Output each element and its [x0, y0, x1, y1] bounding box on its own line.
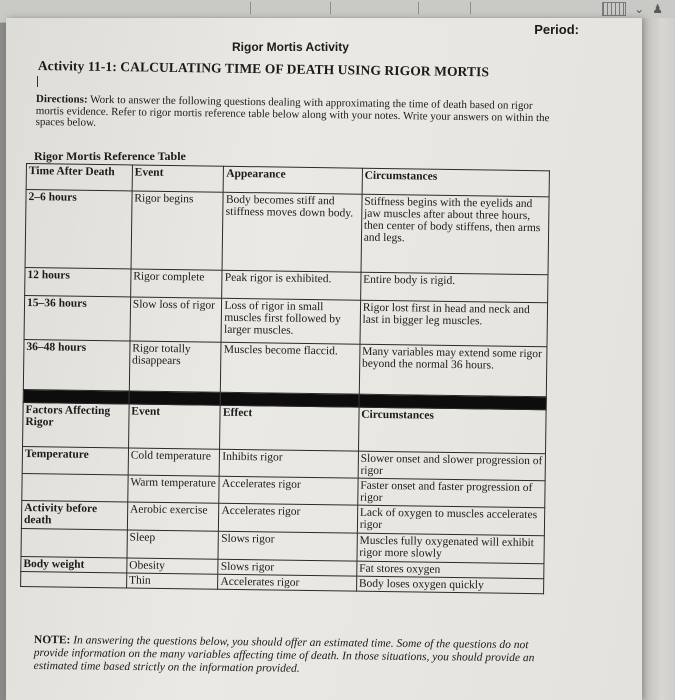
circumstances-cell: Slower onset and slower progression of rigor — [358, 451, 546, 481]
event-cell: Thin — [126, 573, 218, 589]
event-cell: Slow loss of rigor — [130, 297, 222, 342]
event-cell: Aerobic exercise — [127, 502, 219, 531]
header-circumstances: Circumstances — [358, 407, 546, 454]
circumstances-cell: Fat stores oxygen — [357, 561, 544, 579]
header-appearance: Appearance — [223, 166, 362, 194]
appearance-cell: Loss of rigor in small muscles first followed by larger muscles. — [221, 298, 360, 344]
factors-header-row — [23, 402, 547, 453]
corner-icons — [602, 0, 663, 18]
event-cell: Sleep — [127, 530, 219, 559]
event-cell: Rigor begins — [131, 191, 224, 270]
circumstances-cell: Entire body is rigid. — [360, 272, 548, 303]
table-row — [23, 339, 547, 396]
time-cell: 2–6 hours — [25, 190, 132, 269]
period-label: Period: — [534, 22, 579, 37]
effect-cell: Accelerates rigor — [219, 476, 358, 505]
circumstances-cell: Muscles fully oxygenated will exhibit rigor more slowly — [357, 533, 545, 564]
circumstances-cell: Stiffness begins with the eyelids and jaw muscles after about three hours, then center of body stiffens, then arms and legs. — [361, 194, 549, 275]
factor-cell: Body weight — [21, 556, 127, 572]
reference-table-title: Rigor Mortis Reference Table — [34, 149, 186, 163]
effect-cell: Accelerates rigor — [219, 503, 358, 533]
text-cursor — [37, 76, 38, 87]
activity-title: Activity 11-1: CALCULATING TIME OF DEATH USING RIGOR MORTIS — [37, 58, 490, 80]
header-circumstances: Circumstances — [362, 168, 550, 197]
effect-cell: Slows rigor — [218, 531, 357, 561]
background-edge — [642, 18, 675, 700]
note-text: In answering the questions below, you should offer an estimated time. Some of the questions do not provide information on the many variables affecting time of death. In those situations, you should provide an estimated time based strictly on the information provided. — [33, 634, 535, 675]
circumstances-cell: Body loses oxygen quickly — [356, 576, 543, 594]
header-effect: Effect — [220, 405, 359, 451]
effect-cell: Slows rigor — [218, 559, 357, 576]
event-cell: Rigor totally disappears — [129, 341, 221, 392]
appearance-cell: Peak rigor is exhibited. — [222, 270, 361, 300]
time-cell: 12 hours — [25, 267, 131, 296]
event-cell: Rigor complete — [130, 269, 222, 298]
time-cell: 15–36 hours — [24, 295, 130, 340]
factor-cell: Activity before death — [21, 500, 127, 529]
person-icon[interactable]: ♟ — [652, 2, 663, 16]
effect-cell: Accelerates rigor — [218, 574, 357, 591]
directions-text: Work to answer the following questions dealing with approximating the time of death based on rigor mortis evidence. Refer to rigor mortis reference table below along with your notes. Write your answers on within the spaces below. — [35, 93, 550, 129]
header-event: Event — [128, 404, 220, 449]
note-block — [34, 634, 554, 678]
factor-cell — [21, 528, 127, 557]
table-row — [25, 190, 549, 275]
factor-cell — [22, 473, 128, 501]
header-factors: Factors Affecting Rigor — [23, 402, 129, 447]
event-cell: Warm temperature — [128, 475, 220, 503]
subject-title: Rigor Mortis Activity — [232, 40, 349, 54]
circumstances-cell: Lack of oxygen to muscles accelerates rigor — [357, 505, 545, 536]
circumstances-cell: Many variables may extend some rigor beyond the normal 36 hours. — [359, 344, 547, 397]
note-label: NOTE: — [33, 634, 71, 647]
event-cell: Obesity — [127, 558, 219, 574]
appearance-cell: Muscles become flaccid. — [221, 342, 360, 394]
directions-label: Directions: — [35, 93, 88, 106]
chevron-down-icon[interactable]: ⌄ — [634, 2, 645, 16]
factor-cell — [21, 571, 127, 587]
table-row — [24, 295, 548, 346]
effect-cell: Inhibits rigor — [220, 449, 359, 478]
event-cell: Cold temperature — [128, 448, 220, 476]
directions-block — [36, 94, 556, 136]
circumstances-cell: Faster onset and faster progression of rigor — [358, 478, 546, 508]
grid-icon — [602, 2, 626, 16]
header-time: Time After Death — [26, 164, 132, 191]
header-event: Event — [132, 165, 224, 192]
rigor-reference-table — [20, 163, 550, 594]
factor-cell: Temperature — [22, 446, 128, 474]
time-cell: 36–48 hours — [23, 339, 130, 390]
appearance-cell: Body becomes stiff and stiffness moves down body. — [222, 192, 361, 272]
circumstances-cell: Rigor lost first in head and neck and last in bigger leg muscles. — [360, 300, 548, 347]
